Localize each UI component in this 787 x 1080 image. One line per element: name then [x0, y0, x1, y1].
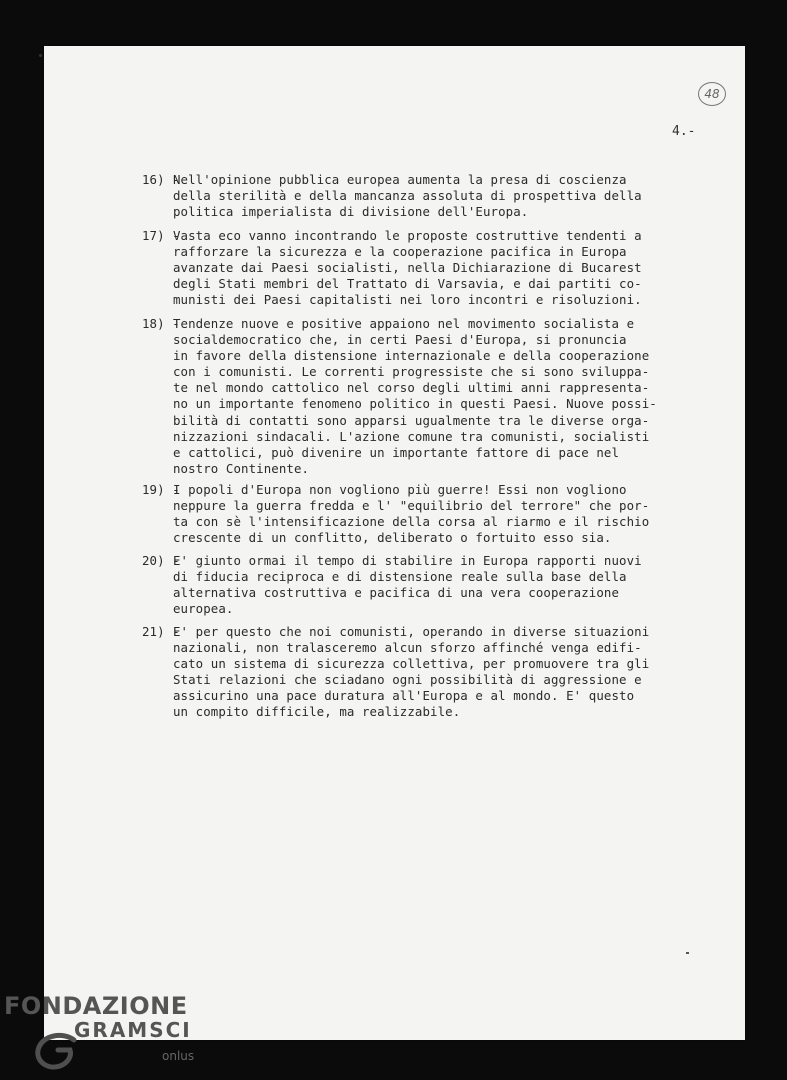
text-line: della sterilità e della mancanza assoluta di prospettiva della: [173, 188, 642, 204]
watermark-line3: onlus: [162, 1049, 195, 1063]
text-line: crescente di un conflitto, deliberato o fortuito esso sia.: [173, 530, 612, 546]
text-line: I popoli d'Europa non vogliono più guerre! Essi non vogliono: [173, 482, 627, 497]
text-line: in favore della distensione internazionale e della cooperazione: [173, 348, 650, 364]
margin-dot: [39, 54, 42, 57]
watermark-logo: [4, 992, 195, 1063]
text-line: alternativa costruttiva e pacifica di una vera cooperazione: [173, 585, 620, 601]
text-line: Stati relazioni che sciadano ogni possibilità di aggressione e: [173, 672, 642, 688]
text-line: degli Stati membri del Trattato di Varsavia, e dai partiti co-: [173, 276, 642, 292]
logo-swirl-icon: [34, 1032, 82, 1072]
margin-mark: [686, 952, 689, 954]
text-line: politica imperialista di divisione dell'Europa.: [173, 204, 529, 220]
text-line: Nell'opinione pubblica europea aumenta la presa di coscienza: [173, 172, 627, 187]
text-line: assicurino una pace duratura all'Europa e al mondo. E' questo: [173, 688, 635, 704]
text-line: Vasta eco vanno incontrando le proposte costruttive tendenti a: [173, 228, 642, 243]
watermark-line1: FONDAZIONE: [4, 992, 188, 1020]
item-number: 19) -: [142, 482, 180, 497]
item-text: [173, 316, 718, 477]
text-line: E' giunto ormai il tempo di stabilire in Europa rapporti nuovi: [173, 553, 642, 568]
text-line: nostro Continente.: [173, 460, 310, 476]
item-text: [173, 553, 718, 617]
item-number: 18) -: [142, 316, 180, 331]
text-line: bilità di contatti sono apparsi ugualmente tra le diverse orga-: [173, 412, 650, 428]
item-number: 17) -: [142, 228, 180, 243]
text-line: socialdemocratico che, in certi Paesi d'Europa, si pronuncia: [173, 332, 627, 348]
item-number: 21) -: [142, 624, 180, 639]
text-line: con i comunisti. Le correnti progressiste che si sono sviluppa-: [173, 364, 650, 380]
item-text: [173, 624, 718, 721]
text-line: di fiducia reciproca e di distensione reale sulla base della: [173, 569, 627, 585]
text-line: europea.: [173, 601, 234, 617]
archive-stamp: 48: [698, 82, 726, 106]
item-text: [173, 482, 718, 546]
text-line: nazionali, non tralasceremo alcun sforzo affinché venga edifi-: [173, 640, 642, 656]
text-line: neppure la guerra fredda e l' "equilibrio del terrore" che por-: [173, 498, 650, 514]
text-line: munisti dei Paesi capitalisti nei loro incontri e risoluzioni.: [173, 292, 642, 308]
page-content: [44, 46, 745, 1040]
text-line: E' per questo che noi comunisti, operando in diverse situazioni: [173, 624, 650, 639]
text-line: nizzazioni sindacali. L'azione comune tra comunisti, socialisti: [173, 428, 650, 444]
text-line: un compito difficile, ma realizzabile.: [173, 704, 461, 720]
text-line: te nel mondo cattolico nel corso degli ultimi anni rappresenta-: [173, 380, 650, 396]
page-number: 4.-: [672, 124, 696, 139]
item-text: [173, 228, 718, 308]
text-line: avanzate dai Paesi socialisti, nella Dichiarazione di Bucarest: [173, 260, 642, 276]
text-line: Tendenze nuove e positive appaiono nel movimento socialista e: [173, 316, 635, 331]
text-line: ta con sè l'intensificazione della corsa al riarmo e il rischio: [173, 514, 650, 530]
item-number: 20) -: [142, 553, 180, 568]
text-line: no un importante fenomeno politico in questi Paesi. Nuove possi-: [173, 396, 657, 412]
text-line: e cattolici, può divenire un importante fattore di pace nel: [173, 444, 620, 460]
watermark-line2: GRAMSCI: [74, 1018, 192, 1042]
item-number: 16) -: [142, 172, 180, 187]
item-text: [173, 172, 718, 220]
text-line: rafforzare la sicurezza e la cooperazione pacifica in Europa: [173, 244, 627, 260]
text-line: cato un sistema di sicurezza collettiva, per promuovere tra gli: [173, 656, 650, 672]
